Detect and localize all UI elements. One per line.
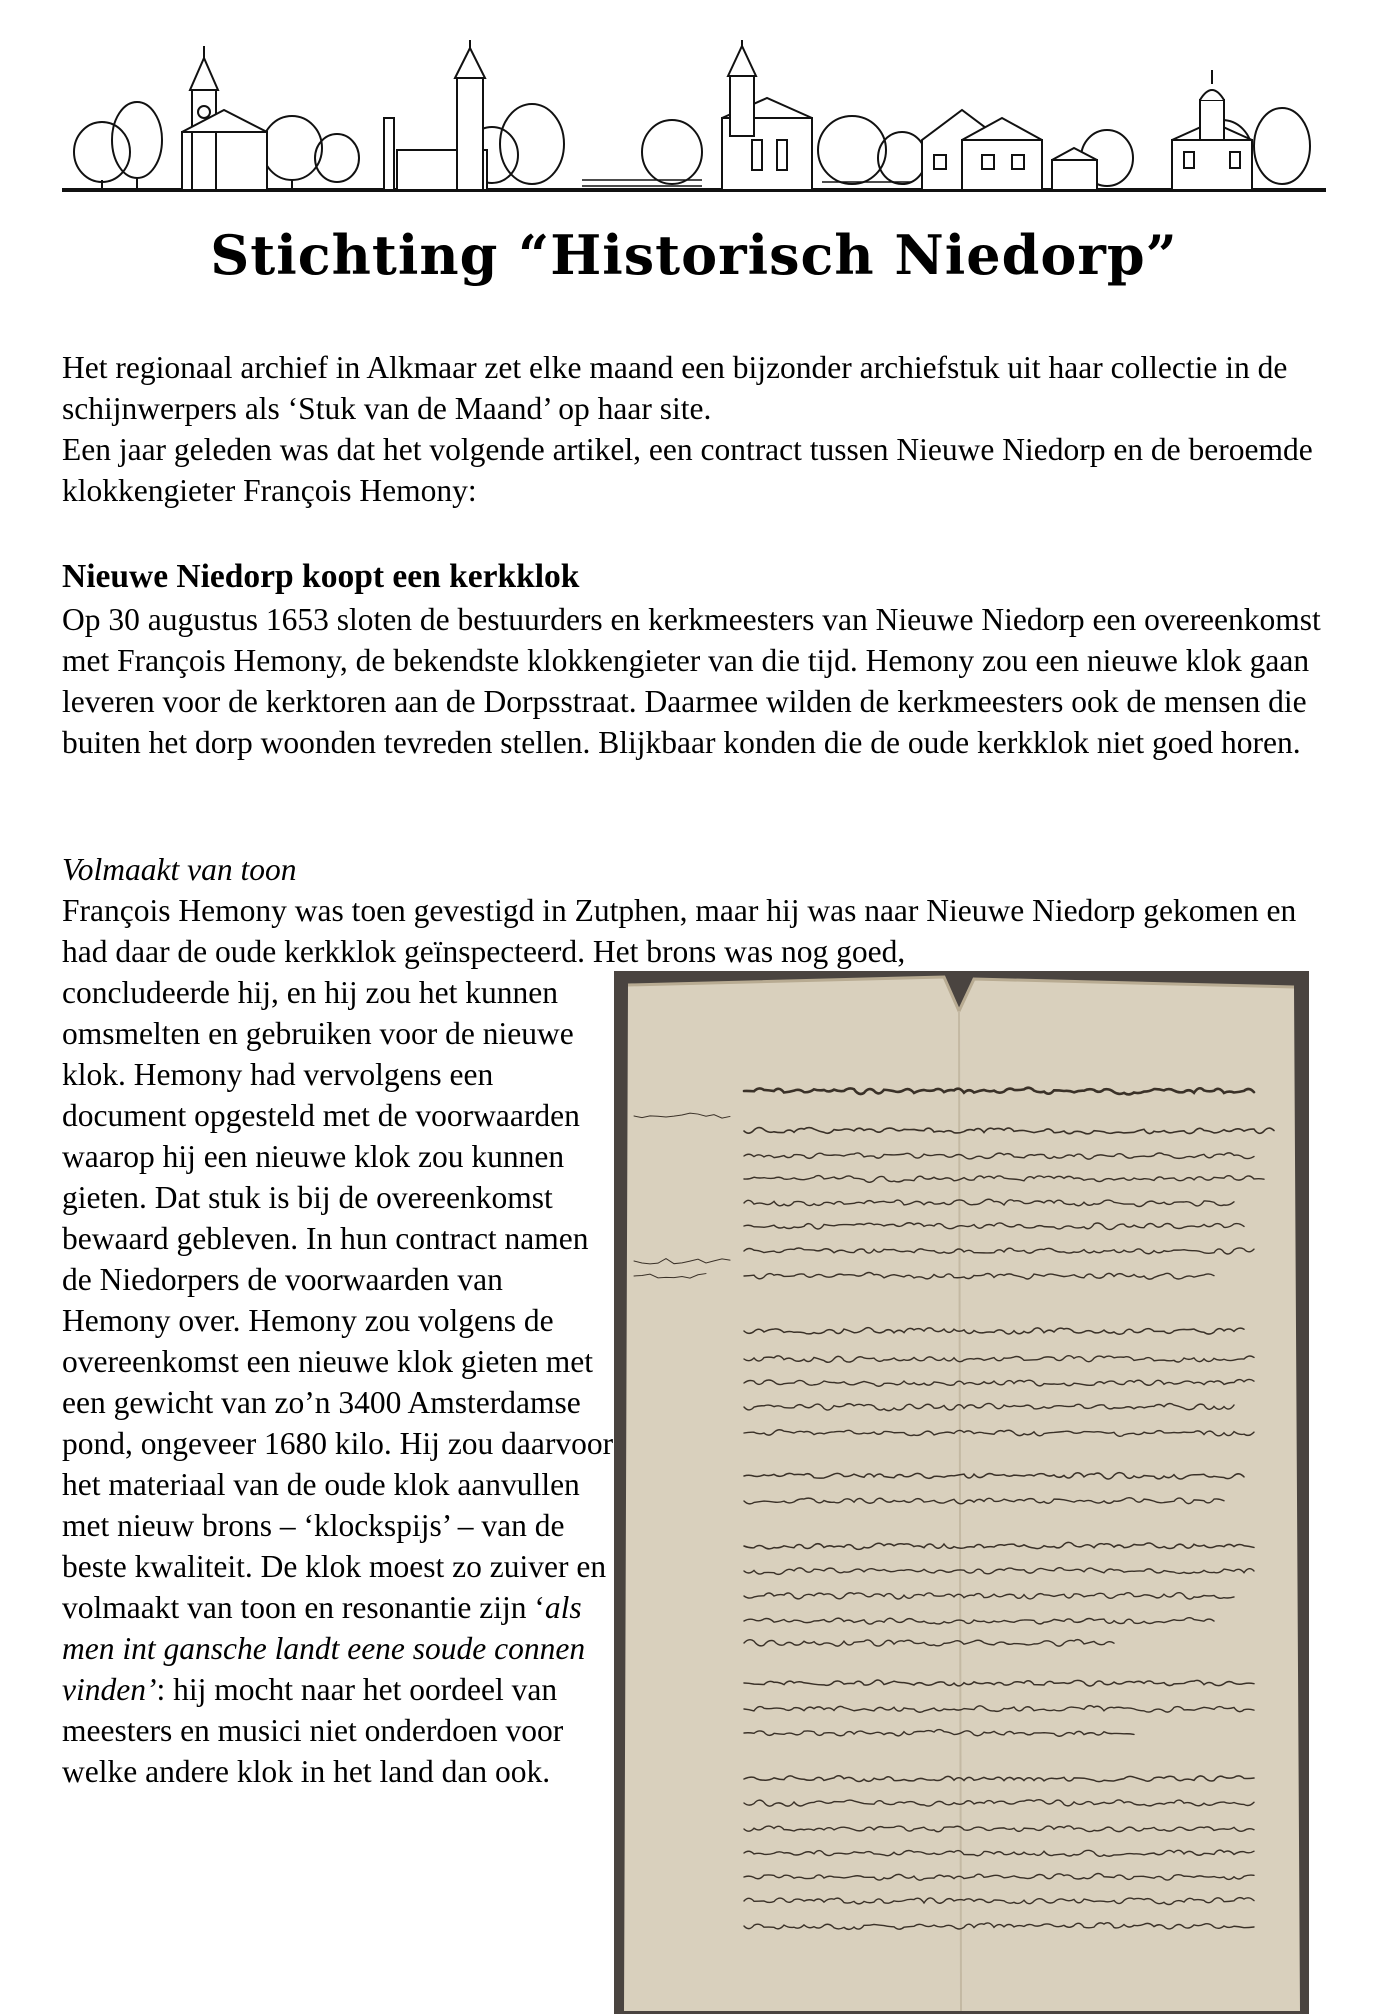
intro-paragraph-1: Het regionaal archief in Alkmaar zet elke maand een bijzonder archiefstuk uit haar collectie in de schijnwerpers als ‘Stuk van de Maand’ op haar site. [62,350,1288,426]
paragraph-2-end: : hij mocht naar het oordeel van meesters en musici niet onderdoen voor welke andere klok in het land dan ook. [62,1672,564,1789]
village-skyline-banner [62,40,1326,195]
article-subheading: Volmaakt van toon [62,852,297,887]
page-title: Stichting “Historisch Niedorp” [210,223,1178,287]
paragraph-2-quote: als men int gansche landt eene soude connen vinden’ [62,1590,586,1707]
article-paragraph-1: Op 30 augustus 1653 sloten de bestuurders en kerkmeesters van Nieuwe Niedorp een overeenkomst met François Hemony, de bekendste klokkengieter van die tijd. Hemony zou een nieuwe klok gaan leveren voor de kerktoren aan de Dorpsstraat. Daarmee wilden de kerkmeesters ook de mensen die buiten het dorp woonden tevreden stellen. Blijkbaar konden die de oude kerkklok niet goed horen. [62,602,1321,760]
church-tower-icon [384,40,487,190]
article-heading: Nieuwe Niedorp koopt een kerkklok [62,558,580,595]
handwritten-contract-image [614,971,1309,2014]
paragraph-2-text: concludeerde hij, en hij zou het kunnen omsmelten en gebruiken voor de nieuwe klok. Hemony had vervolgens een document opgesteld met de voorwaarden waarop hij een nieuwe klok zou kunnen gieten. Dat stuk is bij de overeenkomst bewaard gebleven. In hun contract namen de Niedorpers de voorwaarden van Hemony over. Hemony zou volgens de overeenkomst een nieuwe klok gieten met een gewicht van zo’n 3400 Amsterdamse pond, ongeveer 1680 kilo. Hij zou daarvoor het materiaal van de oude klok aanvullen met nieuw brons – ‘klockspijs’ – van de beste kwaliteit. De klok moest zo zuiver en volmaakt van toon en resonantie zijn ‘ [62,975,614,1625]
intro-paragraph-2: Een jaar geleden was dat het volgende artikel, een contract tussen Nieuwe Niedorp en de beroemde klokkengieter François Hemony: [62,432,1313,508]
church-center-icon [722,40,812,190]
intro-text [62,347,1332,511]
farmhouse-icon [922,110,1097,190]
church-right-icon [1172,70,1252,190]
article-paragraph-2-top: François Hemony was toen gevestigd in Zutphen, maar hij was naar Nieuwe Niedorp gekomen en had daar de oude kerkklok geïnspecteerd. Het brons was nog goed, [62,893,1297,969]
church-left-icon [182,46,267,190]
article-paragraph-2-body [62,972,617,1792]
